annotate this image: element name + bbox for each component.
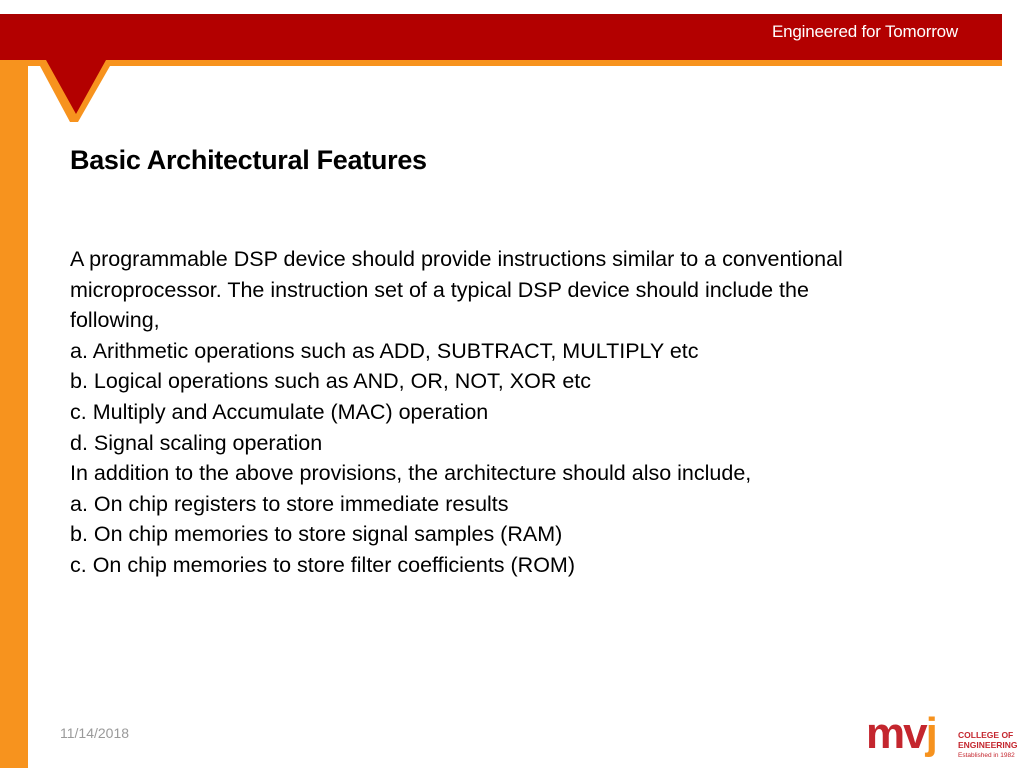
body-line: A programmable DSP device should provide instructions similar to a conventional — [70, 247, 843, 271]
body-line: d. Signal scaling operation — [70, 430, 323, 455]
slide-body — [70, 244, 950, 581]
body-line: a. Arithmetic operations such as ADD, SUBTRACT, MULTIPLY etc — [70, 338, 699, 363]
left-orange-bar — [0, 14, 28, 768]
logo-mark: mvj — [866, 709, 936, 758]
body-line: b. On chip memories to store signal samples (RAM) — [70, 522, 563, 547]
logo-college-name: COLLEGE OF ENGINEERING — [958, 730, 1018, 750]
body-line: c. On chip memories to store filter coefficients (ROM) — [70, 552, 575, 577]
slide-title: Basic Architectural Features — [70, 145, 427, 175]
body-line: In addition to the above provisions, the architecture should also include, — [70, 461, 752, 486]
body-line: following, — [70, 308, 160, 333]
body-line: c. Multiply and Accumulate (MAC) operation — [70, 399, 489, 424]
body-line: b. Logical operations such as AND, OR, NOT, XOR etc — [70, 369, 591, 394]
body-line: microprocessor. The instruction set of a typical DSP device should include the — [70, 277, 809, 302]
slide-date: 11/14/2018 — [60, 725, 130, 741]
header-tagline: Engineered for Tomorrow — [772, 22, 958, 41]
body-line: a. On chip registers to store immediate results — [70, 491, 509, 516]
college-logo — [866, 709, 1018, 766]
logo-established: Established in 1982 — [958, 752, 1015, 759]
header-orange-stripe — [28, 60, 1002, 122]
